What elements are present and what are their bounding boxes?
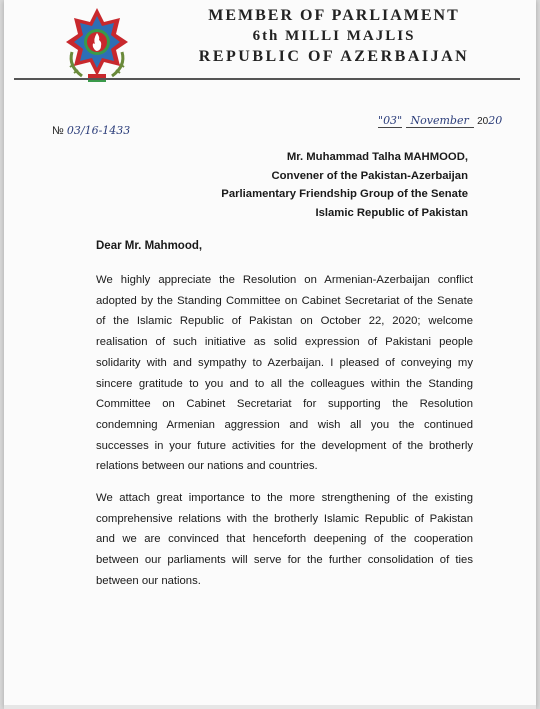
letter-page xyxy=(4,0,536,709)
date-day: "03" xyxy=(378,114,403,127)
letter-date xyxy=(378,114,502,128)
page-edge xyxy=(4,705,536,709)
recipient-name: Mr. Muhammad Talha MAHMOOD, xyxy=(286,151,468,163)
reference-value: 03/16-1433 xyxy=(66,124,131,137)
reference-number xyxy=(52,124,130,137)
body-paragraph-1: We highly appreciate the Resolution on Armenian-Azerbaijan conflict adopted by the Standing Committee on Cabinet Secretariat of the Senate of the Islamic Republic of Pakistan on October 22, 2020; welcome realisation of such initiative as solid expression of Pakistani people solidarity with and sympathy to Azerbaijan. I pleased of conveying my sincere gratitude to you and to all the colleagues within the Standing Committee on Cabinet Secretariat for supporting the Resolution condemning Armenian aggression and wish all you the continued successes in your future activities for the development of the brotherly relations between our nations and countries. xyxy=(96,274,473,473)
azerbaijan-emblem-icon xyxy=(62,4,132,84)
letterhead-country: REPUBLIC OF AZERBAIJAN xyxy=(198,48,470,65)
letterhead xyxy=(154,6,514,68)
date-month: November xyxy=(406,114,474,128)
salutation: Dear Mr. Mahmood, xyxy=(96,240,203,252)
reference-prefix: № xyxy=(52,125,64,137)
letterhead-title: MEMBER OF PARLIAMENT xyxy=(208,7,460,24)
recipient-country: Islamic Republic of Pakistan xyxy=(315,206,468,219)
letterhead-subtitle: 6th MILLI MAJLIS xyxy=(252,28,416,44)
body-paragraph-2: We attach great importance to the more strengthening of the existing comprehensive relations with the brotherly Islamic Republic of Pakistan and we are convinced that henceforth deepening of the cooperation between our parliaments will serve for the further consolidation of ties between our nations. xyxy=(96,492,473,587)
date-year-prefix: 20 xyxy=(477,116,489,127)
date-year-suffix: 20 xyxy=(488,114,503,127)
header-divider xyxy=(14,78,520,80)
recipient-title: Convener of the Pakistan-Azerbaijan xyxy=(271,169,468,182)
recipient-address xyxy=(221,148,468,222)
recipient-group: Parliamentary Friendship Group of the Senate xyxy=(221,188,468,200)
